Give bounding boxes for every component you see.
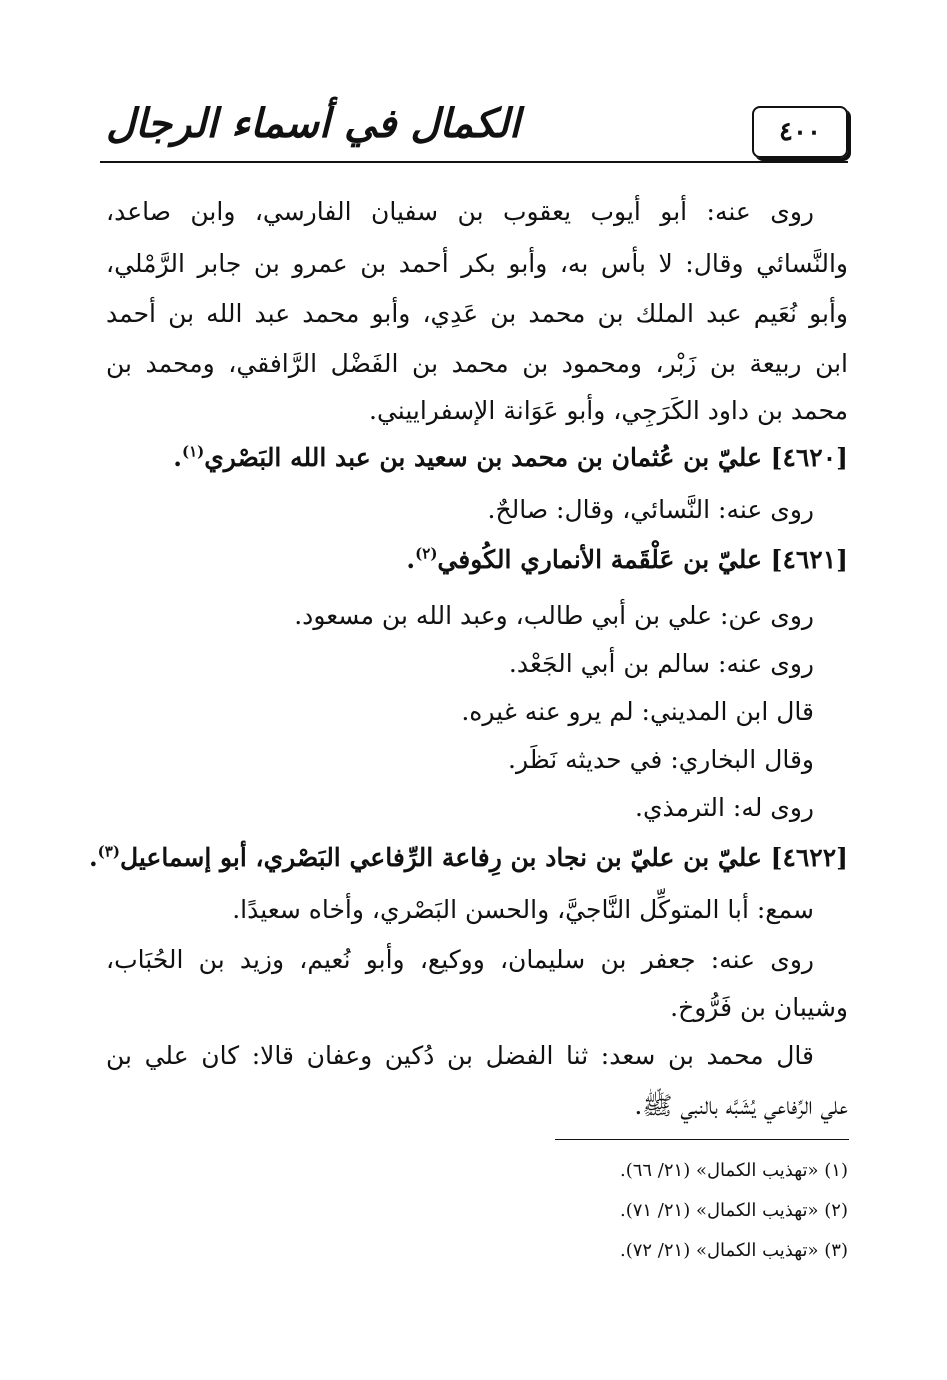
entry-heading-end: . [406,545,416,574]
text-line: قال محمد بن سعد: ثنا الفضل بن دُكين وعفان قالا: كان علي بن [106,1041,814,1070]
text-line: سمع: أبا المتوكِّل النَّاجيَّ، والحسن البَصْري، وأخاه سعيدًا. [232,895,814,924]
entry-heading [106,538,848,582]
footnote: (٣) «تهذيب الكمال» (٢١/ ٧٢). [619,1240,848,1261]
page-number-text: ٤٠٠ [779,117,821,147]
footnote-ref: (١) [181,442,205,461]
text-line: والنَّسائي وقال: لا بأس به، وأبو بكر أحمد بن عمرو بن جابر الرَّمْلي، [106,249,848,278]
text-line: ابن ربيعة بن زَبْر، ومحمود بن محمد بن الفَضْل الرَّافقي، ومحمد بن [106,349,848,378]
running-title: الكمال في أسماء الرجال [106,100,521,147]
footnote-ref: (٣) [97,842,120,861]
text-line: روى عنه: سالم بن أبي الجَعْد. [508,649,814,678]
text-line: روى عنه: النَّسائي، وقال: صالحٌ. [487,495,814,524]
entry-heading-text: [٤٦٢٠] عليّ بن عُثمان بن محمد بن سعيد بن عبد الله البَصْري [204,443,848,472]
header-rule [100,161,848,163]
footnote: (٢) «تهذيب الكمال» (٢١/ ٧١). [619,1200,848,1221]
entry-heading-text: [٤٦٢٢] عليّ بن عليّ بن نجاد بن رِفاعة الرِّفاعي البَصْري، أبو إسماعيل [119,843,848,872]
entry-heading-text: [٤٦٢١] عليّ بن عَلْقَمة الأنماري الكُوفي [437,545,848,574]
footnote: (١) «تهذيب الكمال» (٢١/ ٦٦). [619,1160,848,1181]
text-line: روى عنه: جعفر بن سليمان، ووكيع، وأبو نُعيم، وزيد بن الحُبَاب، [106,945,814,974]
footnote-ref: (٢) [415,544,438,563]
entry-heading [88,836,848,880]
text-line: وشيبان بن فَرُّوخ. [670,993,848,1022]
text-line: علي الرِّفاعي يُشَبَّه بالنبي ﷺ. [634,1091,848,1120]
page-header [100,98,848,160]
text-line: روى عنه: أبو أيوب يعقوب بن سفيان الفارسي، وابن صاعد، [106,197,814,226]
text-line: وأبو نُعَيم عبد الملك بن محمد بن عَدِي، وأبو محمد عبد الله بن أحمد [106,299,848,328]
text-line: روى له: الترمذي. [635,793,814,822]
entry-heading-end: . [173,443,182,472]
footnote-rule [555,1139,849,1140]
text-line: قال ابن المديني: لم يرو عنه غيره. [461,697,814,726]
entry-heading [106,436,848,480]
entry-heading-end: . [88,843,98,872]
page-number [752,106,848,158]
text-line: روى عن: علي بن أبي طالب، وعبد الله بن مسعود. [294,601,814,630]
text-line: محمد بن داود الكَرَجِي، وأبو عَوَانة الإسفراييني. [369,396,848,425]
text-line: وقال البخاري: في حديثه نَظَر. [508,745,814,774]
